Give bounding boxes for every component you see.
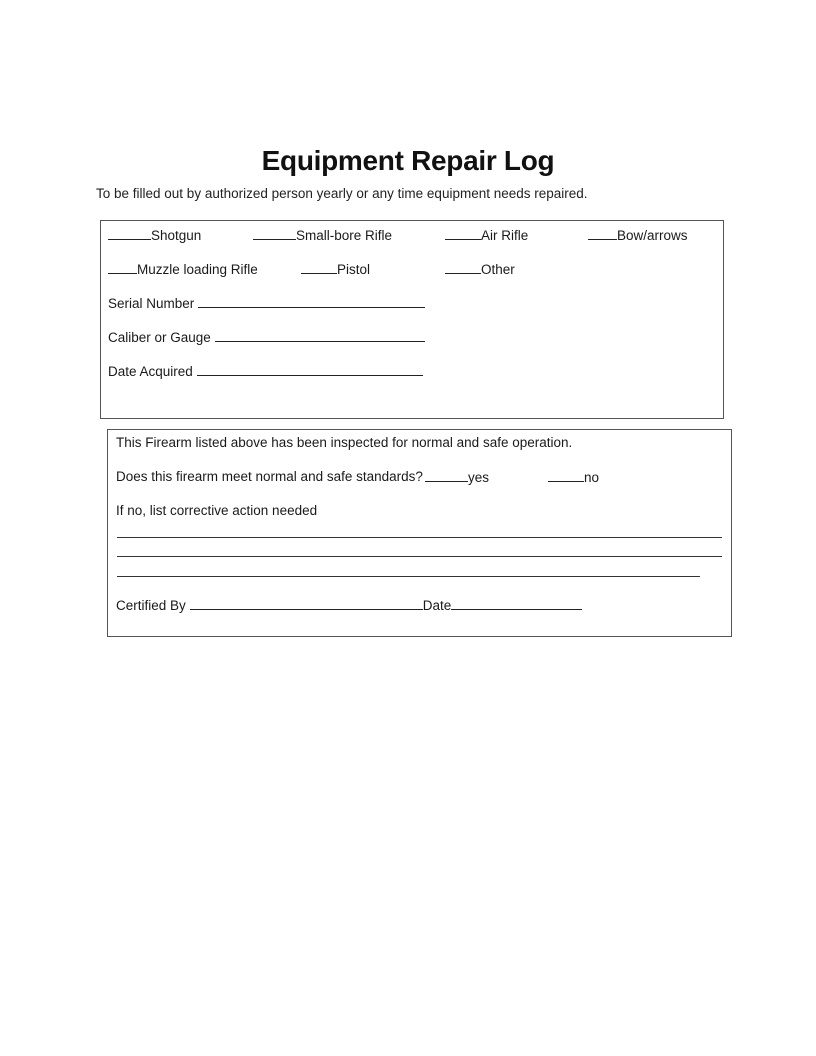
shotgun-label: Shotgun xyxy=(151,228,202,243)
certified-by-field[interactable] xyxy=(116,596,582,615)
small-bore-rifle-label: Small-bore Rifle xyxy=(296,228,393,243)
caliber-gauge-field[interactable] xyxy=(108,328,425,347)
date-acquired-field[interactable] xyxy=(108,362,423,381)
air-rifle-checkline[interactable] xyxy=(445,226,528,245)
small-bore-rifle-checkline[interactable] xyxy=(253,226,392,245)
pistol-blank[interactable] xyxy=(301,260,337,274)
serial-number-blank[interactable] xyxy=(198,294,425,308)
serial-number-label: Serial Number xyxy=(108,296,195,311)
safety-question-label: Does this firearm meet normal and safe standards? xyxy=(116,469,423,484)
yes-checkline[interactable] xyxy=(425,468,489,487)
pistol-label: Pistol xyxy=(337,262,371,277)
shotgun-blank[interactable] xyxy=(108,226,151,240)
no-label: no xyxy=(584,470,600,485)
bow-arrows-label: Bow/arrows xyxy=(617,228,688,243)
certified-by-blank[interactable] xyxy=(190,596,423,610)
air-rifle-label: Air Rifle xyxy=(481,228,529,243)
form-instructions: To be filled out by authorized person yearly or any time equipment needs repaired. xyxy=(96,186,588,201)
other-checkline[interactable] xyxy=(445,260,515,279)
date-label: Date xyxy=(422,598,452,613)
inspection-statement: This Firearm listed above has been inspected for normal and safe operation. xyxy=(116,435,573,450)
bow-arrows-blank[interactable] xyxy=(588,226,617,240)
yes-label: yes xyxy=(468,470,490,485)
caliber-gauge-blank[interactable] xyxy=(215,328,425,342)
date-acquired-label: Date Acquired xyxy=(108,364,193,379)
no-blank[interactable] xyxy=(548,468,584,482)
serial-number-field[interactable] xyxy=(108,294,425,313)
certified-by-label: Certified By xyxy=(116,598,186,613)
date-blank[interactable] xyxy=(451,596,582,610)
shotgun-checkline[interactable] xyxy=(108,226,201,245)
corrective-action-line-3[interactable] xyxy=(117,576,700,577)
other-blank[interactable] xyxy=(445,260,481,274)
other-label: Other xyxy=(481,262,515,277)
muzzle-loading-rifle-blank[interactable] xyxy=(108,260,137,274)
air-rifle-blank[interactable] xyxy=(445,226,481,240)
bow-arrows-checkline[interactable] xyxy=(588,226,688,245)
caliber-gauge-label: Caliber or Gauge xyxy=(108,330,211,345)
date-acquired-blank[interactable] xyxy=(197,362,423,376)
corrective-action-line-1[interactable] xyxy=(117,537,722,538)
no-checkline[interactable] xyxy=(548,468,599,487)
corrective-action-label: If no, list corrective action needed xyxy=(116,503,318,518)
corrective-action-line-2[interactable] xyxy=(117,556,722,557)
safety-question xyxy=(116,468,423,486)
muzzle-loading-rifle-checkline[interactable] xyxy=(108,260,258,279)
yes-blank[interactable] xyxy=(425,468,468,482)
muzzle-loading-rifle-label: Muzzle loading Rifle xyxy=(137,262,258,277)
pistol-checkline[interactable] xyxy=(301,260,370,279)
form-title: Equipment Repair Log xyxy=(261,145,555,176)
small-bore-rifle-blank[interactable] xyxy=(253,226,296,240)
equipment-section xyxy=(100,220,724,419)
